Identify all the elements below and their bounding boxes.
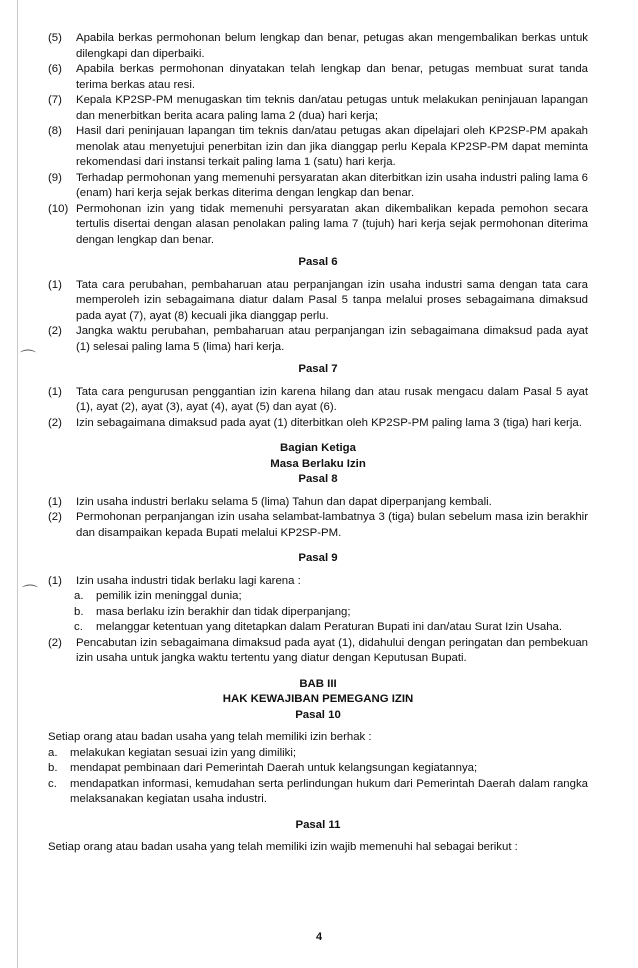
bagian-title: Bagian Ketiga <box>280 442 356 454</box>
pasal9-sub-c <box>74 620 588 636</box>
item-text: Kepala KP2SP-PM menugaskan tim teknis dan/atau petugas untuk melakukan peninjauan lapangan dan menerbitkan berita acara paling lama 2 (dua) hari kerja; <box>76 94 588 122</box>
pasal10-sub-c <box>48 777 588 808</box>
item-number: (2) <box>48 511 62 523</box>
item-number: (1) <box>48 574 62 587</box>
sub-text: melanggar ketentuan yang ditetapkan dalam Peraturan Bupati ini dan/atau Surat Izin Usaha. <box>96 621 563 633</box>
item-number: (6) <box>48 63 62 75</box>
pasal5-item-5 <box>48 31 588 62</box>
pasal9-item-1 <box>48 574 588 590</box>
item-number: (1) <box>48 278 62 291</box>
pasal5-item-9 <box>48 171 588 202</box>
pasal9-sublist <box>48 589 588 636</box>
pasal11-intro: Setiap orang atau badan usaha yang telah memiliki izin wajib memenuhi hal sebagai berikut : <box>48 841 518 853</box>
pasal9-sub-a <box>74 589 588 605</box>
binding-line <box>17 0 18 968</box>
item-text: Pencabutan izin sebagaimana dimaksud pada ayat (1), didahului dengan peringatan dan pembekuan izin usaha untuk jangka waktu tertentu yang diatur dengan Keputusan Bupati. <box>76 636 588 664</box>
pasal8-item-1 <box>48 495 588 511</box>
pasal5-item-10 <box>48 202 588 249</box>
sub-letter: a. <box>48 746 58 759</box>
pasal5-item-6 <box>48 62 588 93</box>
item-text: Hasil dari peninjauan lapangan tim teknis dan/atau petugas akan dipelajari oleh KP2SP-PM apakah menolak atau menyetujui penerbitan izin dan jika dianggap perlu Kepala KP2SP-PM dapat meminta rekomendasi dari instansi terkait paling lama 1 (satu) hari kerja. <box>76 125 588 168</box>
item-number: (2) <box>48 636 62 649</box>
item-text: Izin sebagaimana dimaksud pada ayat (1) diterbitkan oleh KP2SP-PM paling lama 3 (tiga) hari kerja. <box>76 416 582 429</box>
bab-subtitle: HAK KEWAJIBAN PEMEGANG IZIN <box>222 693 414 705</box>
item-text: Izin usaha industri tidak berlaku lagi karena : <box>76 574 301 587</box>
pasal10-heading: Pasal 10 <box>295 708 341 721</box>
pasal9-heading: Pasal 9 <box>298 552 338 564</box>
sub-text: melakukan kegiatan sesuai izin yang dimiliki; <box>70 746 297 759</box>
pasal5-item-7 <box>48 93 588 124</box>
item-text: Permohonan izin yang tidak memenuhi persyaratan akan dikembalikan kepada pemohon secara tertulis disertai dengan alasan penolakan paling lama 7 (tujuh) hari kerja sejak permohonan diterima dengan lengkap dan benar. <box>76 202 588 246</box>
sub-text: mendapat pembinaan dari Pemerintah Daerah untuk kelangsungan kegiatannya; <box>70 762 478 774</box>
sub-letter: b. <box>74 605 84 618</box>
pasal5-item-8 <box>48 124 588 171</box>
page-number: 4 <box>315 931 323 943</box>
sub-text: masa berlaku izin berakhir dan tidak diperpanjang; <box>96 605 351 618</box>
item-number: (2) <box>48 416 62 429</box>
item-text: Izin usaha industri berlaku selama 5 (lima) Tahun dan dapat diperpanjang kembali. <box>76 495 492 508</box>
pasal10-intro: Setiap orang atau badan usaha yang telah memiliki izin berhak : <box>48 731 372 743</box>
item-text: Permohonan perpanjangan izin usaha selambat-lambatnya 3 (tiga) bulan sebelum masa izin berakhir dan disampaikan kepada Bupati melalui KP2SP-PM. <box>76 511 588 539</box>
sub-letter: c. <box>74 621 83 633</box>
sub-letter: c. <box>48 777 57 790</box>
pasal6-item-2 <box>48 324 588 355</box>
pasal7-heading: Pasal 7 <box>298 363 338 375</box>
sub-letter: a. <box>74 590 84 602</box>
pasal6-item-1 <box>48 278 588 325</box>
pasal9-sub-b <box>74 605 588 621</box>
pasal10-sub-a <box>48 746 588 762</box>
item-number: (5) <box>48 32 62 44</box>
item-number: (9) <box>48 171 62 184</box>
item-number: (8) <box>48 125 62 137</box>
item-text: Apabila berkas permohonan belum lengkap dan benar, petugas akan mengembalikan berkas untuk dilengkapi dan diperbaiki. <box>76 32 588 60</box>
item-text: Terhadap permohonan yang memenuhi persyaratan akan diterbitkan izin usaha industri paling lama 6 (enam) hari kerja sejak berkas diterima dengan lengkap dan benar. <box>76 171 588 199</box>
item-text: Jangka waktu perubahan, pembaharuan atau perpanjangan izin sebagaimana dimaksud pada ayat (1) selesai paling lama 5 (lima) hari kerja. <box>76 325 588 353</box>
pasal8-heading: Pasal 8 <box>298 473 338 485</box>
pasal5-list <box>48 31 588 248</box>
item-number: (1) <box>48 385 62 398</box>
sub-letter: b. <box>48 762 58 774</box>
pasal11-heading: Pasal 11 <box>295 818 341 831</box>
pasal6-heading: Pasal 6 <box>298 256 338 268</box>
item-text: Tata cara pengurusan penggantian izin karena hilang dan atau rusak mengacu dalam Pasal 5 ayat (1), ayat (2), ayat (3), ayat (4), ayat (5) dan ayat (6). <box>76 385 588 413</box>
pasal9-item-2 <box>48 636 588 667</box>
item-number: (1) <box>48 495 62 508</box>
margin-mark-2: ⌒ <box>22 585 39 602</box>
item-number: (7) <box>48 94 62 106</box>
item-text: Apabila berkas permohonan dinyatakan telah lengkap dan benar, petugas membuat surat tanda terima berkas atau resi. <box>76 63 588 91</box>
pasal10-sub-b <box>48 761 588 777</box>
sub-text: pemilik izin meninggal dunia; <box>96 590 242 602</box>
bagian-subtitle: Masa Berlaku Izin <box>270 457 366 470</box>
item-number: (2) <box>48 325 62 337</box>
pasal7-item-2 <box>48 416 588 432</box>
bab-title: BAB III <box>299 677 337 690</box>
item-text: Tata cara perubahan, pembaharuan atau perpanjangan izin usaha industri sama dengan tata cara memperoleh izin sebagaimana diatur dalam Pasal 5 tanpa melalui proses sebagaimana dimaksud pada ayat (7), ayat (8) kecuali jika dianggap perlu. <box>76 278 588 322</box>
pasal8-item-2 <box>48 510 588 541</box>
document-body <box>48 31 588 856</box>
pasal7-item-1 <box>48 385 588 416</box>
item-number: (10) <box>48 202 69 215</box>
margin-mark-1: ⌒ <box>20 350 37 367</box>
sub-text: mendapatkan informasi, kemudahan serta perlindungan hukum dari Pemerintah Daerah dalam rangka melaksanakan kegiatan usaha industri. <box>70 777 588 805</box>
